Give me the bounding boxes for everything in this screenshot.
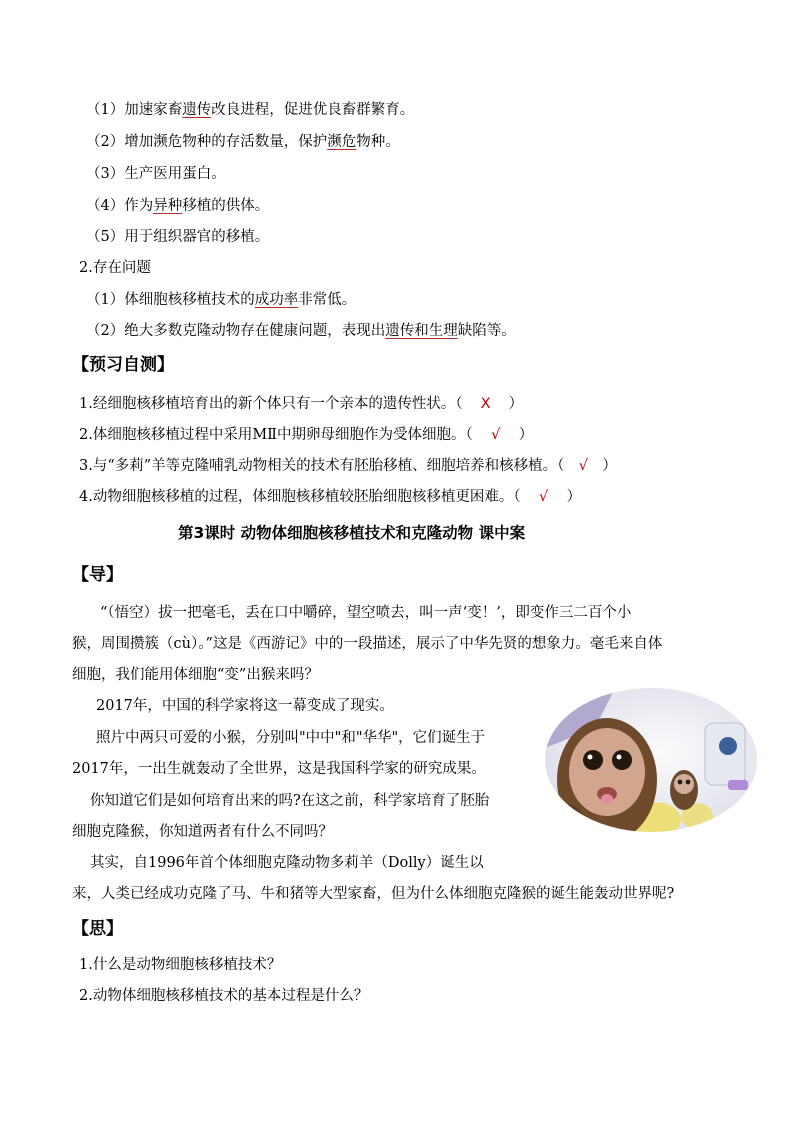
answer-mark: √: [578, 458, 589, 474]
guide-paragraph-line: 细胞克隆猴，你知道两者有什么不同吗？: [72, 824, 333, 840]
guide-paragraph-line: 你知道它们是如何培育出来的吗?在这之前，科学家培育了胚胎: [90, 793, 490, 809]
preview-item-1: 1.经细胞核移植培育出的新个体只有一个亲本的遗传性状。（ X ）: [79, 393, 523, 415]
guide-paragraph-line: 来，人类已经成功克隆了马、牛和猪等大型家畜，但为什么体细胞克隆猴的诞生能轰动世界呢?: [72, 886, 675, 902]
think-question-2: 2.动物体细胞核移植技术的基本过程是什么？: [79, 988, 369, 1004]
application-item-1: （1）加速家畜遗传改良进程，促进优良畜群繁育。: [86, 102, 415, 118]
guide-paragraph-line: 细胞，我们能用体细胞“变”出猴来吗？: [72, 667, 319, 683]
preview-heading: 【预习自测】: [72, 355, 174, 375]
answer-mark: √: [491, 427, 501, 443]
guide-paragraph-line: 照片中两只可爱的小猴，分别叫"中中"和"华华"，它们诞生于: [96, 730, 486, 746]
lesson-title: 第3课时 动物体细胞核移植技术和克隆动物 课中案: [178, 524, 526, 542]
guide-paragraph-line: “（悟空）拔一把毫毛，丢在口中嚼碎，望空喷去，叫一声‘变！’，即变作三二百个小: [100, 605, 632, 621]
think-question-1: 1.什么是动物细胞核移植技术？: [79, 957, 282, 973]
application-item-2: （2）增加濒危物种的存活数量，保护濒危物种。: [86, 134, 400, 150]
guide-paragraph-line: 猴，周围攒簇（cù）。”这是《西游记》中的一段描述，展示了中华先贤的想象力。毫毛来自体: [72, 636, 663, 652]
preview-item-2: 2.体细胞核移植过程中采用MⅡ中期卵母细胞作为受体细胞。（ √ ）: [79, 424, 533, 446]
problems-heading: 2.存在问题: [79, 260, 151, 276]
preview-item-4: 4.动物细胞核移植的过程，体细胞核移植较胚胎细胞核移植更困难。（ √ ）: [79, 486, 581, 508]
application-item-3: （3）生产医用蛋白。: [86, 166, 226, 182]
guide-paragraph-line: 2017年，一出生就轰动了全世界，这是我国科学家的研究成果。: [72, 761, 486, 777]
problem-item-2: （2）绝大多数克隆动物存在健康问题，表现出遗传和生理缺陷等。: [86, 323, 516, 339]
think-heading: 【思】: [72, 919, 123, 939]
guide-paragraph-line: 其实，自1996年首个体细胞克隆动物多莉羊（Dolly）诞生以: [90, 855, 484, 871]
answer-mark: X: [480, 396, 491, 412]
cloned-monkeys-photo: [545, 688, 757, 832]
guide-paragraph-line: 2017年，中国的科学家将这一幕变成了现实。: [96, 698, 394, 714]
answer-mark: √: [538, 489, 549, 505]
application-item-5: （5）用于组织器官的移植。: [86, 229, 270, 245]
guide-heading: 【导】: [72, 565, 123, 585]
preview-item-3: 3.与“多莉”羊等克隆哺乳动物相关的技术有胚胎移植、细胞培养和核移植。（ √ ）: [79, 455, 617, 477]
application-item-4: （4）作为异种移植的供体。: [86, 198, 270, 214]
problem-item-1: （1）体细胞核移植技术的成功率非常低。: [86, 292, 357, 308]
